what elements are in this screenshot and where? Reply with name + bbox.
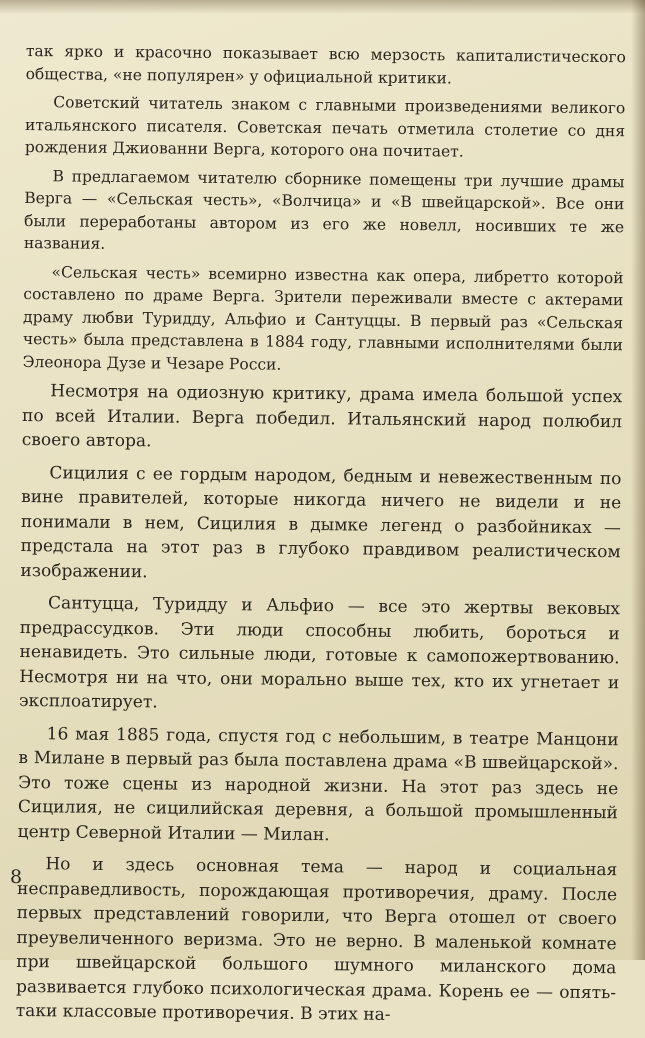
page-top-shadow (0, 0, 645, 14)
paragraph-5: Несмотря на одиозную критику, драма имела большой успех по всей Италии. Верга победил. Итальянский народ полюбил своего автора. (21, 381, 623, 452)
paragraph-3: В предлагаемом читателю сборнике помещены три лучшие драмы Верга — «Сельская честь», «Волчица» и «В швейцарской». Все они были переработаны автором из его же новелл, носивших те же названия. (23, 166, 625, 253)
page-number: 8 (10, 866, 23, 888)
paragraph-4: «Сельская честь» всемирно известна как опера, либретто которой составлено по драме Верга. Зрители переживали вместе с актерами драму любви Туридду, Альфио и Сантуццы. В первый раз «Сельская честь» была представлена в 1884 году, главными исполнителями были Элеонора Дузе и Чезаре Росси. (22, 262, 624, 374)
paragraph-7: Сантуцца, Туридду и Альфио — все это жертвы вековых предрассудков. Эти люди способны любить, бороться и ненавидеть. Это сильные люди, готовые к самопожертвованию. Несмотря ни на что, они морально выше тех, кто их угнетает и эксплоатирует. (18, 593, 621, 713)
paragraph-1: так ярко и красочно показывает всю мерзость капиталистического общества, «не популярен» у официальной критики. (25, 41, 626, 87)
body-text (16, 40, 626, 1038)
paragraph-8: 16 мая 1885 года, спустя год с небольшим, в театре Манцони в Милане в первый раз была поставлена драма «В швейцарской». Это тоже сцены из народной жизни. На этот раз здесь не Сицилия, не сицилийская деревня, а большой промышленный центр Северной Италии — Милан. (17, 723, 619, 845)
paragraph-2: Советский читатель знаком с главными произведениями великого итальянского писателя. Советская печать отметила столетие со дня рождения Джиованни Верга, которого она почитает. (24, 93, 626, 161)
paragraph-6: Сицилия с ее гордым народом, бедным и невежественным по вине правителей, которые никогда ничего не видели и не понимали в нем, Сицилия в дымке легенд о разбойниках — предстала на этот раз в глубоко правдивом реалистическом изображении. (20, 462, 622, 582)
paragraph-9: Но и здесь основная тема — народ и социальная несправедливость, порождающая противоречия, драму. После первых представлений говорили, что Верга отошел от своего преувеличенного веризма. Это не верно. В маленькой комнате при швейцарской большого шумного миланского дома развивается глубоко психологическая драма. Корень ее — опять-таки классовые противоречия. В этих на- (15, 854, 618, 1025)
page-edge-shadow (631, 0, 645, 960)
